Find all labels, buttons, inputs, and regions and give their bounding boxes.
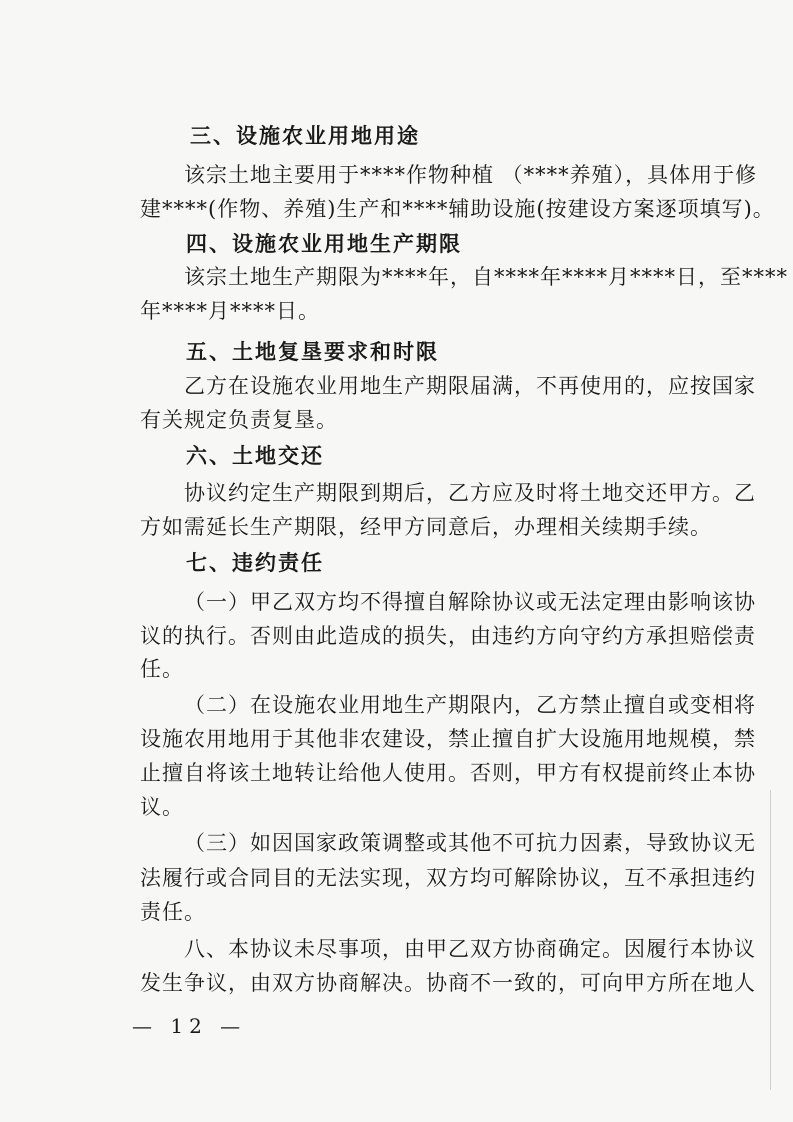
paragraph-line: 止擅自将该土地转让给他人使用。否则，甲方有权提前终止本协 xyxy=(140,761,756,785)
paragraph-line: 该宗土地生产期限为****年，自****年****月****日，至**** xyxy=(184,265,788,289)
paragraph-line: 该宗土地主要用于****作物种植 （****养殖），具体用于修 xyxy=(184,163,758,187)
paragraph-line: （三）如因国家政策调整或其他不可抗力因素，导致协议无 xyxy=(184,831,756,855)
paragraph-line: （二）在设施农业用地生产期限内，乙方禁止擅自或变相将 xyxy=(184,693,756,717)
paragraph-line: 议。 xyxy=(140,795,184,819)
page-number: — 12 — xyxy=(132,1014,247,1038)
scan-edge-line xyxy=(770,790,771,1090)
paragraph-line: （一）甲乙双方均不得擅自解除协议或无法定理由影响该协 xyxy=(184,590,756,614)
paragraph-line: 有关规定负责复垦。 xyxy=(140,408,338,432)
paragraph-line: 设施农用地用于其他非农建设，禁止擅自扩大设施用地规模，禁 xyxy=(140,727,756,751)
paragraph-line: 协议约定生产期限到期后，乙方应及时将土地交还甲方。乙 xyxy=(184,481,756,505)
paragraph-line: 责任。 xyxy=(140,900,206,924)
section-heading-5: 五、土地复垦要求和时限 xyxy=(186,339,439,364)
paragraph-line: 建****(作物、养殖)生产和****辅助设施(按建设方案逐项填写)。 xyxy=(140,197,775,221)
paragraph-line: 任。 xyxy=(140,657,184,681)
paragraph-line: 发生争议，由双方协商解决。协商不一致的，可向甲方所在地人 xyxy=(140,971,756,995)
paragraph-line: 八、本协议未尽事项，由甲乙双方协商确定。因履行本协议 xyxy=(184,937,756,961)
paragraph-line: 法履行或合同目的无法实现，双方均可解除协议，互不承担违约 xyxy=(140,866,756,890)
section-heading-4: 四、设施农业用地生产期限 xyxy=(186,231,462,256)
paragraph-line: 方如需延长生产期限，经甲方同意后，办理相关续期手续。 xyxy=(140,515,712,539)
paragraph-line: 议的执行。否则由此造成的损失，由违约方向守约方承担赔偿责 xyxy=(140,624,756,648)
section-heading-7: 七、违约责任 xyxy=(186,550,324,575)
paragraph-line: 年****月****日。 xyxy=(140,299,320,323)
section-heading-3: 三、设施农业用地用途 xyxy=(190,123,420,148)
section-heading-6: 六、土地交还 xyxy=(186,443,324,468)
paragraph-line: 乙方在设施农业用地生产期限届满，不再使用的，应按国家 xyxy=(184,374,756,398)
